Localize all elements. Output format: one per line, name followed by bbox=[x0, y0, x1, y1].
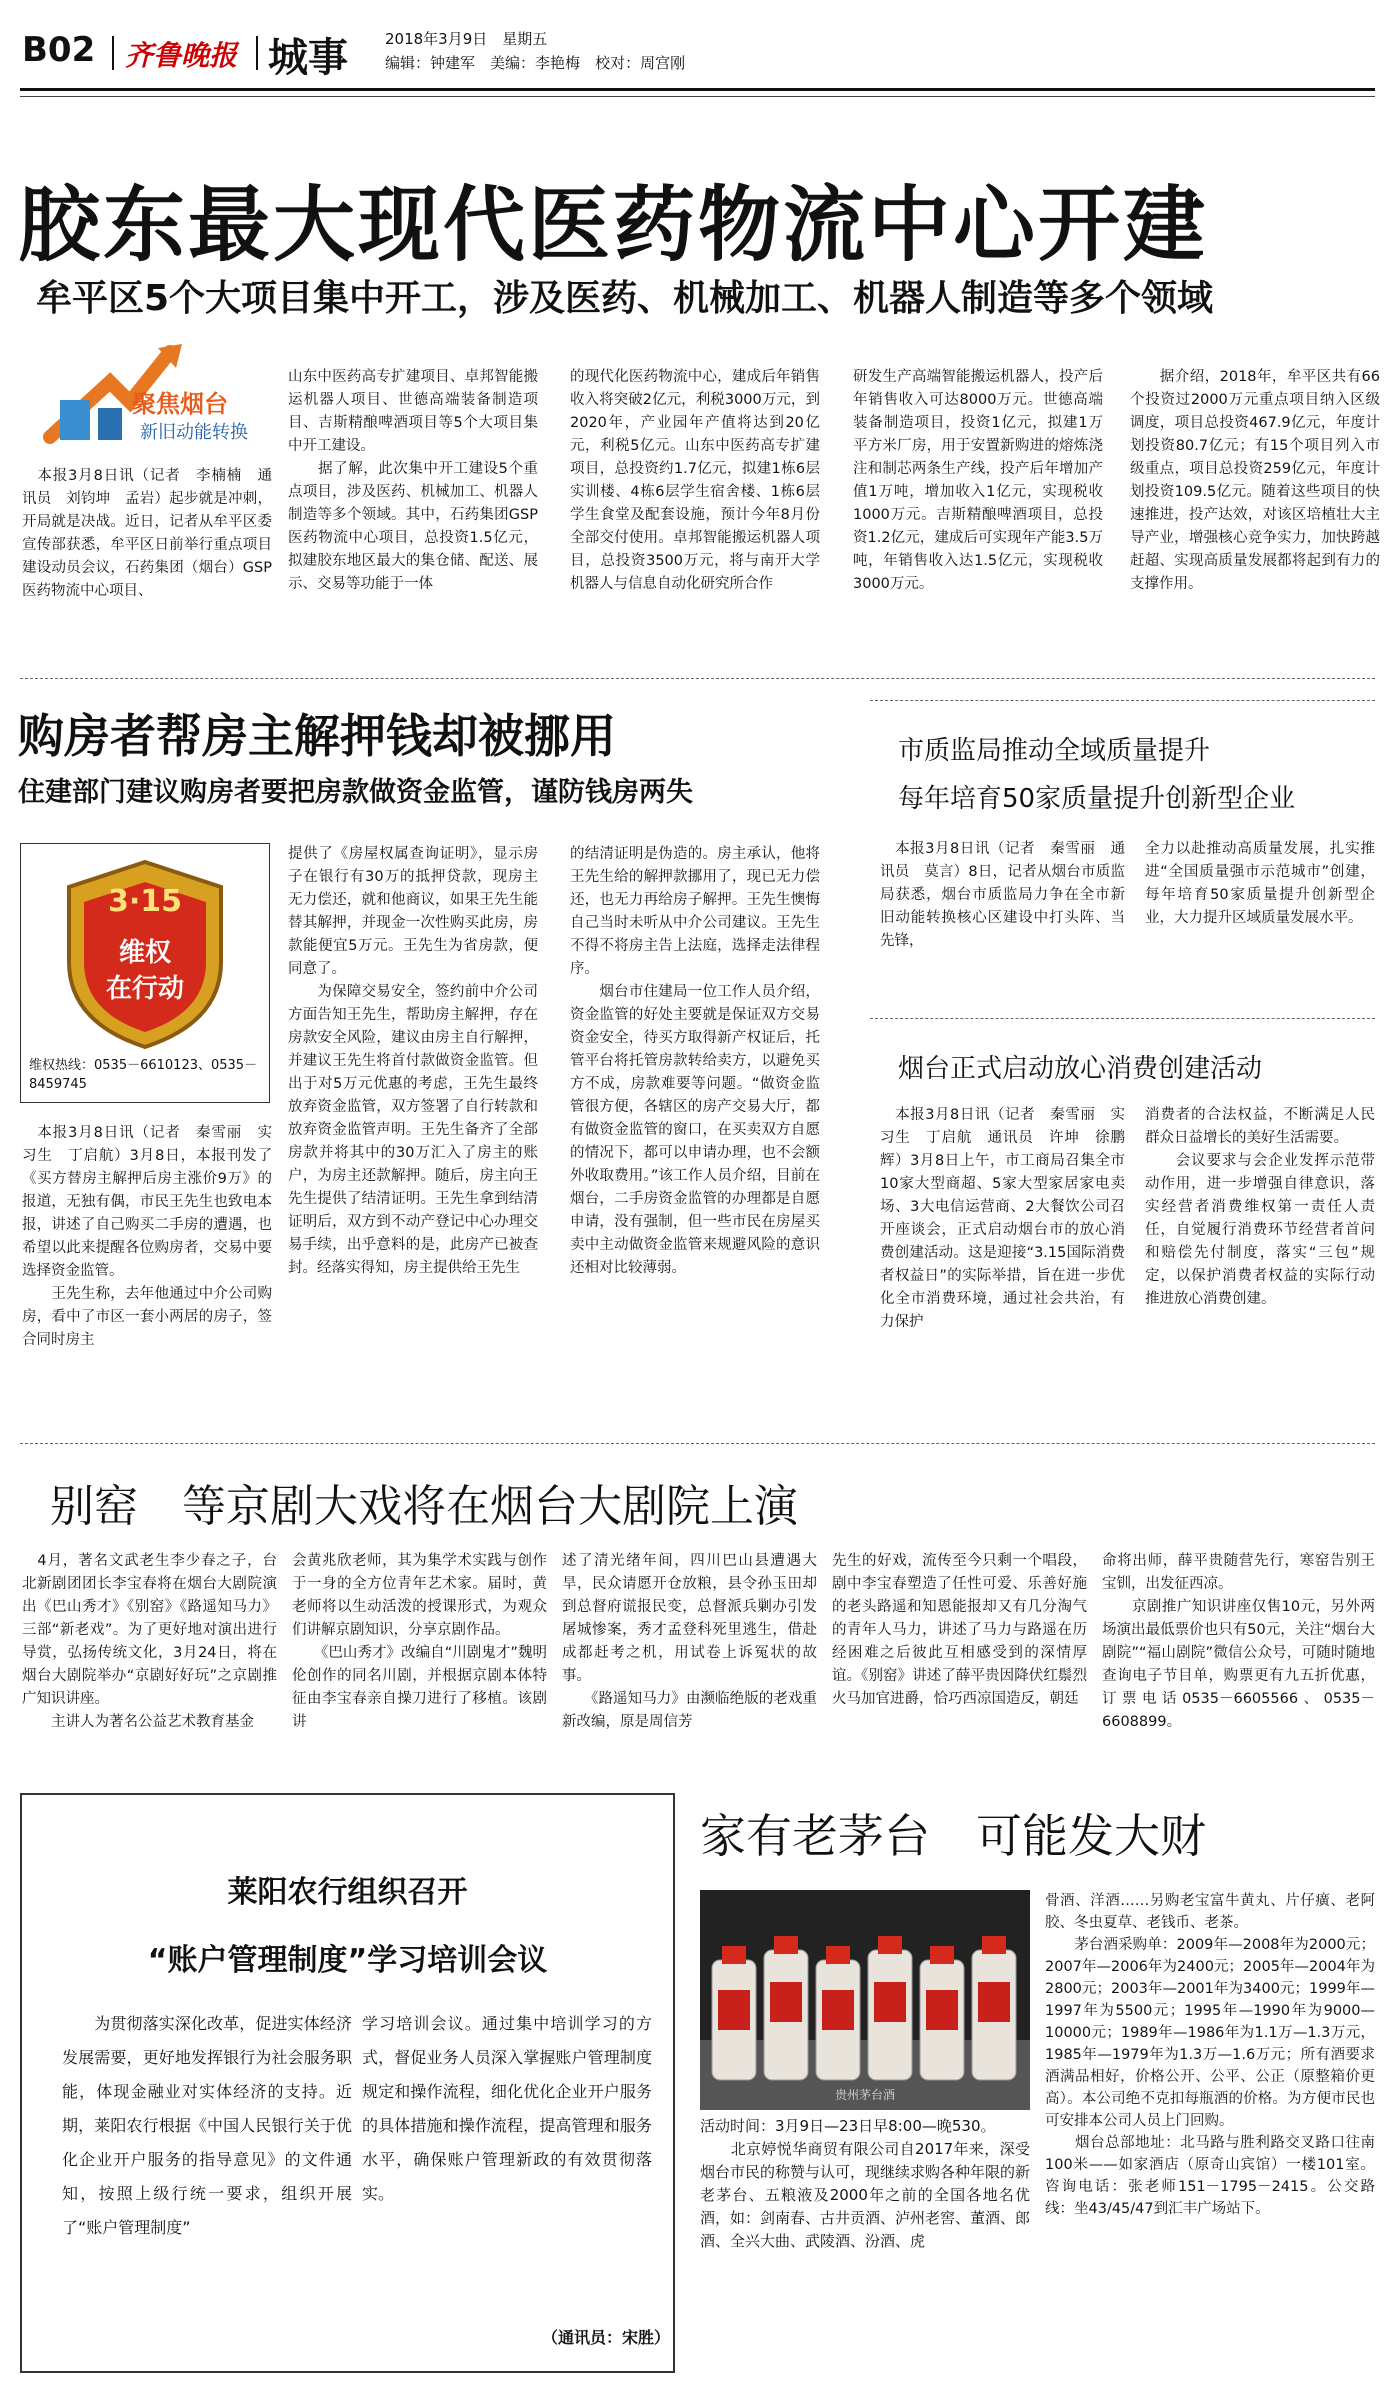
section-name: 城事 bbox=[268, 35, 348, 81]
lead-bottom-rule bbox=[20, 678, 1375, 679]
buyer-col-3: 的结清证明是伪造的。房主承认，他将王先生给的解押款挪用了，现已无力偿还，也无力再给房子解押。王先生懊悔自己当时未听从中介公司建议。王先生不得不将房主告上法庭，选择走法律程序。 烟台市住建局一位工作人员介绍，资金监管的好处主要就是保证双方交易资金安全，待买方取得新产权证后，托管平台将托管房款转给卖方，以避免买方不成，房款难要等问题。“做资金监管很方便，各辖区的房产交易大厅，都有做资金监管的窗口，在买卖双方自愿的情况下，都可以申请办理，也不会额外收取费用。”该工作人员介绍，目前在烟台，二手房资金监管的办理都是自愿申请，没有强制，但一些市民在房屋买卖中主动做资金监管来规避风险的意识还相对比较薄弱。 bbox=[570, 846, 820, 1276]
opera-col-1: 4月，著名文武老生李少春之子，台北新剧团团长李宝春将在烟台大剧院演出《巴山秀才》《别窑》《路遥知马力》三部“新老戏”。为了更好地对演出进行导赏，弘扬传统文化，3月24日，将在烟台大剧院举办“京剧好好玩”之京剧推广知识讲座。 主讲人为著名公益艺术教育基金 bbox=[22, 1553, 277, 1730]
proof-credit: 校对：周宫刚 bbox=[595, 54, 686, 72]
buyer-headline: 购房者帮房主解押钱却被挪用 bbox=[18, 709, 616, 763]
mid-rule bbox=[20, 1443, 1375, 1444]
masthead-divider bbox=[112, 36, 114, 70]
bank-credit: （通讯员：宋胜） bbox=[542, 2328, 671, 2347]
page-number: B02 bbox=[22, 30, 96, 70]
paper-logo: 齐鲁晚报 bbox=[125, 39, 238, 72]
photo-label: 贵州茅台酒 bbox=[834, 2088, 895, 2102]
lead-col-5: 据介绍，2018年，牟平区共有66个投资过2000万元重点项目纳入区级调度，项目总投资467.9亿元，年度计划投资80.7亿元；有15个项目列入市级重点，项目总投资259亿元，年度计划投资109.5亿元。随着这些项目的快速推进，投产达效，对该区培植壮大主导产业，增强核心竞争实力，加快跨越赶超、实现高质量发展都将起到有力的支撑作用。 bbox=[1130, 369, 1380, 592]
moutai-col-1: 活动时间：3月9日—23日早8:00—晚530。 北京婷悦华商贸有限公司自2017年来，深受烟台市民的称赞与认可，现继续求购各种年限的新老茅台、五粮液及2000年之前的全国各地名优酒，如：剑南春、古井贡酒、泸州老窖、董酒、郎酒、全兴大曲、武陵酒、汾酒、虎 bbox=[700, 2117, 1030, 2250]
hotline-text: 维权热线：0535－6610123、0535－8459745 bbox=[29, 1058, 258, 1092]
lead-col-1: 本报3月8日讯（记者 李楠楠 通讯员 刘钧坤 孟岩）起步就是冲刺，开局就是决战。近日，记者从牟平区委宣传部获悉，牟平区日前举行重点项目建设动员会议，石药集团（烟台）GSP医药物流中心项目、 bbox=[22, 468, 272, 599]
buyer-col-2: 提供了《房屋权属查询证明》，显示房子在银行有30万的抵押贷款，现房主无力偿还，就和他商议，如果王先生能替其解押，并现金一次性购买此房，房款能便宜5万元。王先生为省房款，便同意了。 为保障交易安全，签约前中介公司方面告知王先生，帮助房主解押，存在房款安全风险，建议由房主自行解押，并建议王先生将首付款做资金监管。但出于对5万元优惠的考虑，王先生最终放弃资金监管，双方签署了自行转款和放弃资金监管声明。王先生备齐了全部房款并将其中的30万汇入了房主的账户，为房主还款解押。随后，房主向王先生提供了结清证明。王先生拿到结清证明后，双方到不动产登记中心办理交易手续，出乎意料的是，此房产已被查封。经落实得知，房主提供给王先生 bbox=[288, 846, 538, 1276]
weekday-text: 星期五 bbox=[502, 30, 548, 48]
buyer-subheadline: 住建部门建议购房者要把房款做资金监管，谨防钱房两失 bbox=[18, 777, 693, 808]
issue-date bbox=[385, 28, 547, 49]
opera-col-3: 述了清光绪年间，四川巴山县遭遇大旱，民众请愿开仓放粮，县令孙玉田却到总督府谎报民变，总督派兵剿办引发屠城惨案，秀才孟登科死里逃生，借赴成都赶考之机，用试卷上诉冤状的故事。 《路遥知马力》由濒临绝版的老戏重新改编，原是周信芳 bbox=[562, 1553, 817, 1730]
moutai-col-2: 骨酒、洋酒……另购老宝富牛黄丸、片仔癀、老阿胶、冬虫夏草、老钱币、老茶。 茅台酒采购单：2009年—2008年为2000元；2007年—2006年为2400元；2005年—2004年为2800元；2003年—2001年为3400元；1999年—1997年为5500元；1995年—1990年为9000—10000元；1989年—1986年为1.1万—1.3万元，1985年—1979年为1.3万—1.6万元；所有酒要求酒满品相好，价格公开、公平、公正（原整箱价更高）。本公司绝不克扣每瓶酒的价格。为方便市民也可安排本公司人员上门回购。 烟台总部地址：北马路与胜利路交叉路口往南100米——如家酒店（原奇山宾馆）一楼101室。咨询电话：张老师151－1795－2415。公交路线：坐43/45/47到汇丰广场站下。 bbox=[1045, 1893, 1375, 2217]
badge-315: 3·15 bbox=[107, 884, 183, 919]
consumer-col-1: 本报3月8日讯（记者 秦雪丽 实习生 丁启航 通讯员 许坤 徐鹏辉）3月8日上午，市工商局召集全市10家大型商超、5家大型家居家电卖场、3大电信运营商、2大餐饮公司召开座谈会，正式启动烟台市的放心消费创建活动。这是迎接“3.15国际消费者权益日”的实际举措，旨在进一步优化全市消费环境，通过社会共治，有力保护 bbox=[880, 1107, 1125, 1330]
quality-col-1: 本报3月8日讯（记者 秦雪丽 通讯员 莫言）8日，记者从烟台市质监局获悉，烟台市质监局力争在全市新旧动能转换核心区建设中打头阵、当先锋， bbox=[880, 841, 1125, 949]
date-text: 2018年3月9日 bbox=[385, 30, 488, 48]
bank-col-1: 为贯彻落实深化改革，促进实体经济发展需要，更好地发挥银行为社会服务职能，体现金融业对实体经济的支持。近期，莱阳农行根据《中国人民银行关于优化企业开户服务的指导意见》的文件通知，按照上级行统一要求，组织开展了“账户管理制度” bbox=[62, 2014, 352, 2237]
staff-credits bbox=[385, 52, 685, 73]
badge-action: 在行动 bbox=[105, 974, 184, 1004]
quality-headline-1: 市质监局推动全域质量提升 bbox=[898, 736, 1211, 766]
lead-col-3: 的现代化医药物流中心，建成后年销售收入将突破2亿元，利税3000万元，到2020年，产业园年产值将达到20亿元，利税5亿元。山东中医药高专扩建项目，总投资约1.7亿元，拟建1栋6层实训楼、4栋6层学生宿舍楼、1栋6层学生食堂及配套设施，预计今年8月份全部交付使用。卓邦智能搬运机器人项目，总投资3500万元，将与南开大学机器人与信息自动化研究所合作 bbox=[570, 369, 820, 592]
consumer-rights-badge bbox=[20, 843, 270, 1103]
badge-subtitle: 新旧动能转换 bbox=[140, 422, 248, 443]
consumer-headline: 烟台正式启动放心消费创建活动 bbox=[898, 1054, 1263, 1084]
lead-col-2: 山东中医药高专扩建项目、卓邦智能搬运机器人项目、世德高端装备制造项目、吉斯精酿啤酒项目等5个大项目集中开工建设。 据了解，此次集中开工建设5个重点项目，涉及医药、机械加工、机器人制造等多个领域。其中，石药集团GSP医药物流中心项目，总投资1.5亿元，拟建胶东地区最大的集仓储、配送、展示、交易等功能于一体 bbox=[288, 369, 538, 592]
bank-col-2: 学习培训会议。通过集中培训学习的方式，督促业务人员深入掌握账户管理制度规定和操作流程，细化优化企业开户服务的具体措施和操作流程，提高管理和服务水平，确保账户管理新政的有效贯彻落实。 bbox=[362, 2014, 652, 2203]
consumer-col-2: 消费者的合法权益，不断满足人民群众日益增长的美好生活需要。 会议要求与会企业发挥示范带动作用，进一步增强自律意识，落实经营者消费维权第一责任人责任，自觉履行消费环节经营者首问和赔偿先付制度，落实“三包”规定，以保护消费者权益的实际行动推进放心消费创建。 bbox=[1145, 1107, 1375, 1307]
liquor-bottles-image bbox=[700, 1890, 1030, 2110]
moutai-headline: 家有老茅台 可能发大财 bbox=[700, 1809, 1206, 1863]
masthead-divider-2 bbox=[256, 36, 258, 70]
bank-headline-1: 莱阳农行组织召开 bbox=[227, 1875, 468, 1910]
lead-badge bbox=[20, 342, 272, 452]
badge-title: 聚焦烟台 bbox=[132, 390, 228, 418]
quality-top-rule bbox=[870, 700, 1375, 701]
bank-headline-2: “账户管理制度”学习培训会议 bbox=[147, 1943, 548, 1978]
opera-col-4: 先生的好戏，流传至今只剩一个唱段，剧中李宝春塑造了任性可爱、乐善好施的老头路遥和知恩能报却又有几分淘气的青年人马力，讲述了马力与路遥在历经困难之后彼此互相感受到的深情厚谊。《别窑》讲述了薛平贵因降伏红鬃烈火马加官进爵，恰巧西凉国造反，朝廷 bbox=[832, 1553, 1087, 1707]
opera-col-5: 命将出师，薛平贵随营先行，寒窑告别王宝钏，出发征西凉。 京剧推广知识讲座仅售10元，另外两场演出最低票价也只有50元，关注“烟台大剧院”“福山剧院”微信公众号，可随时随地查询电子节目单，购票更有九五折优惠，订票电话0535－6605566、0535－6608899。 bbox=[1102, 1553, 1375, 1730]
art-credit: 美编：李艳梅 bbox=[490, 54, 581, 72]
masthead-rule-thin bbox=[20, 96, 1375, 97]
badge-rights: 维权 bbox=[118, 938, 171, 968]
moutai-photo bbox=[700, 1890, 1030, 2110]
opera-col-2: 会黄兆欣老师，其为集学术实践与创作于一身的全方位青年艺术家。届时，黄老师将以生动活泼的授课形式，为观众们讲解京剧知识，分享京剧作品。 《巴山秀才》改编自“川剧鬼才”魏明伦创作的同名川剧，并根据京剧本体特征由李宝春亲自操刀进行了移植。该剧讲 bbox=[292, 1553, 547, 1730]
lead-subheadline: 牟平区5个大项目集中开工，涉及医药、机械加工、机器人制造等多个领域 bbox=[36, 278, 1214, 319]
masthead-rule bbox=[20, 88, 1375, 91]
quality-bottom-rule bbox=[870, 1018, 1375, 1019]
lead-col-4: 研发生产高端智能搬运机器人，投产后年销售收入可达8000万元。世德高端装备制造项目，投资1亿元，拟建1万平方米厂房，用于安置新购进的熔炼浇注和制芯两条生产线，投产后年增加产值1万吨，增加收入1亿元，实现税收1000万元。吉斯精酿啤酒项目，总投资1.2亿元，建成后可实现年产能3.5万吨，年销售收入达1.5亿元，实现税收3000万元。 bbox=[853, 369, 1103, 592]
bank-notice-box bbox=[20, 1793, 675, 2373]
quality-col-2: 全力以赴推动高质量发展，扎实推进“全国质量强市示范城市”创建，每年培育50家质量提升创新型企业，大力提升区域质量发展水平。 bbox=[1145, 841, 1375, 926]
editor-credit: 编辑：钟建军 bbox=[385, 54, 476, 72]
lead-headline: 胶东最大现代医药物流中心开建 bbox=[18, 178, 1209, 273]
opera-headline: 别窑 等京剧大戏将在烟台大剧院上演 bbox=[50, 1481, 798, 1532]
buyer-col-1: 本报3月8日讯（记者 秦雪丽 实习生 丁启航）3月8日，本报刊发了《买方替房主解押后房主涨价9万》的报道，无独有偶，市民王先生也致电本报，讲述了自己购买二手房的遭遇，也希望以此来提醒各位购房者，交易中要选择资金监管。 王先生称，去年他通过中介公司购房，看中了市区一套小两居的房子，签合同时房主 bbox=[22, 1125, 272, 1348]
quality-headline-2: 每年培育50家质量提升创新型企业 bbox=[898, 784, 1296, 814]
